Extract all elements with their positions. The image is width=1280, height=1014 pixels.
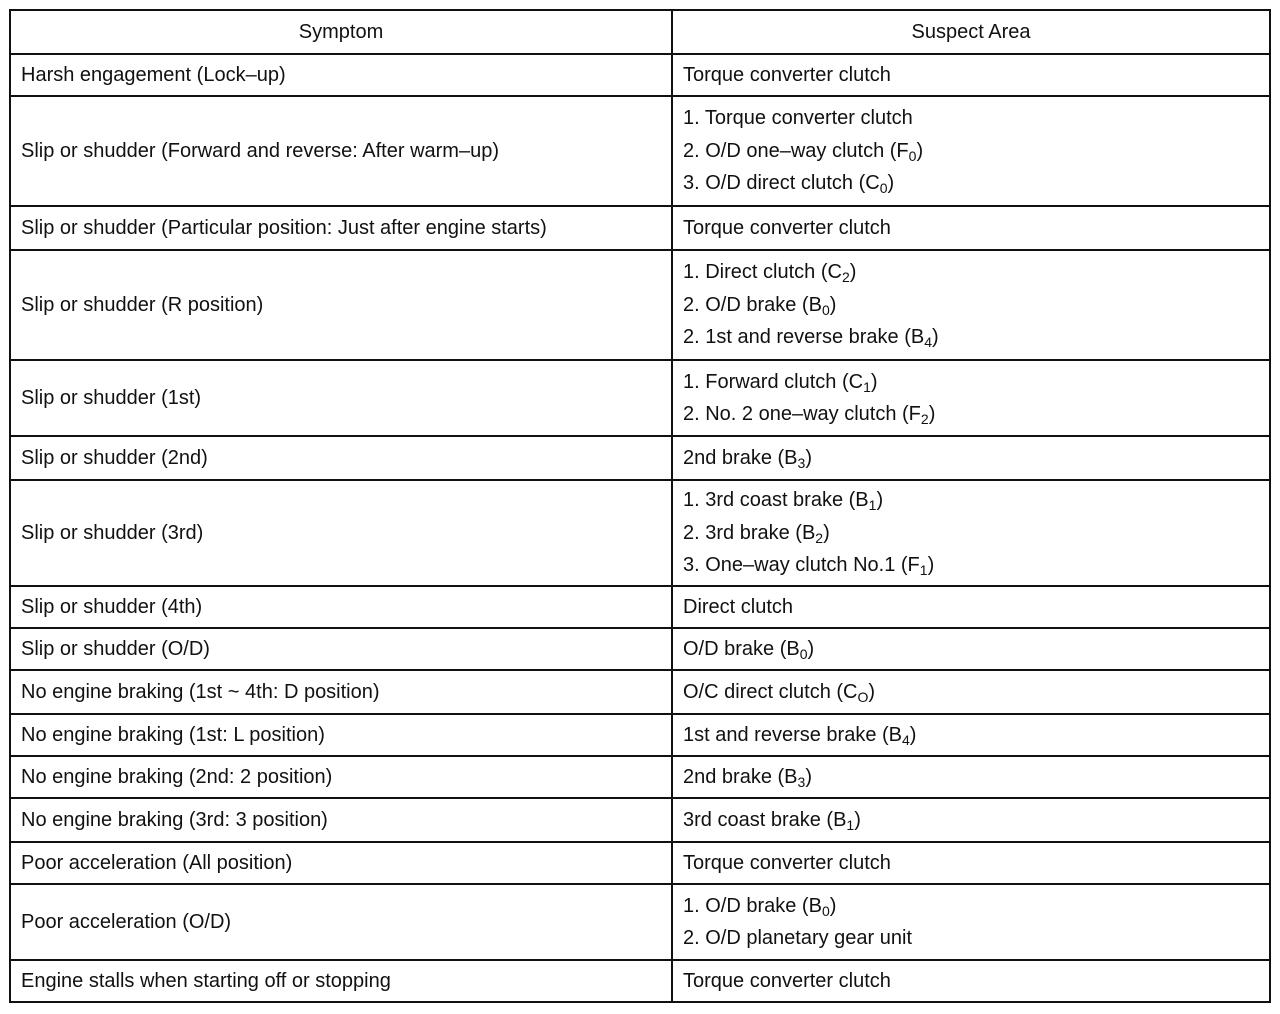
suspect-area-line bbox=[683, 549, 1259, 582]
symptom-cell: Slip or shudder (R position) bbox=[10, 250, 672, 360]
suspect-area-line bbox=[683, 761, 1259, 794]
component-subscript: 0 bbox=[821, 902, 830, 919]
component-subscript: 4 bbox=[902, 731, 910, 748]
component-subscript: 1 bbox=[919, 562, 928, 579]
symptom-cell: No engine braking (1st ~ 4th: D position) bbox=[10, 670, 672, 714]
table-row bbox=[10, 756, 1270, 798]
component-subscript: 1 bbox=[863, 378, 871, 395]
suspect-area-cell bbox=[672, 250, 1270, 360]
table-row bbox=[10, 884, 1270, 960]
component-subscript: 0 bbox=[821, 301, 830, 318]
symptom-cell: Poor acceleration (O/D) bbox=[10, 884, 672, 960]
suspect-area-line bbox=[683, 922, 1259, 955]
table-row bbox=[10, 436, 1270, 480]
suspect-area-line bbox=[683, 633, 1259, 666]
suspect-area-text: Torque converter clutch bbox=[683, 851, 891, 874]
symptom-cell: No engine braking (3rd: 3 position) bbox=[10, 798, 672, 842]
symptom-column-header: Symptom bbox=[10, 10, 672, 54]
closing-paren: ) bbox=[823, 521, 830, 544]
suspect-area-column-header: Suspect Area bbox=[672, 10, 1270, 54]
component-subscript: 3 bbox=[797, 454, 806, 471]
suspect-area-text: Direct clutch bbox=[683, 595, 794, 618]
component-subscript: 2 bbox=[841, 269, 850, 286]
table-row bbox=[10, 798, 1270, 842]
suspect-area-line bbox=[683, 102, 1259, 135]
symptom-cell: Slip or shudder (O/D) bbox=[10, 628, 672, 670]
suspect-area-cell bbox=[672, 206, 1270, 250]
component-subscript: 0 bbox=[799, 645, 808, 662]
closing-paren: ) bbox=[854, 808, 861, 831]
suspect-area-text: 1. Torque converter clutch bbox=[683, 107, 913, 130]
suspect-area-cell bbox=[672, 360, 1270, 436]
symptom-cell: Harsh engagement (Lock–up) bbox=[10, 54, 672, 96]
component-subscript: 0 bbox=[879, 180, 888, 197]
suspect-area-line bbox=[683, 321, 1259, 354]
suspect-area-text: 1st and reverse brake (B bbox=[683, 723, 902, 746]
suspect-area-text: 3. O/D direct clutch (C bbox=[683, 172, 880, 195]
closing-paren: ) bbox=[829, 293, 837, 316]
closing-paren: ) bbox=[927, 554, 935, 577]
component-subscript: 1 bbox=[846, 816, 855, 833]
table-row bbox=[10, 206, 1270, 250]
closing-paren: ) bbox=[868, 680, 876, 703]
suspect-area-line bbox=[683, 484, 1259, 517]
suspect-area-cell bbox=[672, 756, 1270, 798]
closing-paren: ) bbox=[805, 446, 812, 469]
suspect-area-cell bbox=[672, 54, 1270, 96]
suspect-area-text: 3. One–way clutch No.1 (F bbox=[683, 554, 920, 577]
suspect-area-text: 2. O/D planetary gear unit bbox=[683, 927, 913, 949]
component-subscript: O bbox=[857, 688, 869, 705]
table-row bbox=[10, 360, 1270, 436]
suspect-area-line bbox=[683, 890, 1259, 923]
component-subscript: 1 bbox=[868, 497, 877, 514]
suspect-area-text: Torque converter clutch bbox=[683, 216, 891, 239]
table-row bbox=[10, 250, 1270, 360]
suspect-area-line bbox=[683, 965, 1259, 998]
closing-paren: ) bbox=[916, 139, 924, 162]
suspect-area-line bbox=[683, 442, 1259, 475]
suspect-area-text: 1. O/D brake (B bbox=[683, 894, 822, 917]
table-row bbox=[10, 714, 1270, 756]
suspect-area-cell bbox=[672, 884, 1270, 960]
suspect-area-cell bbox=[672, 480, 1270, 586]
suspect-area-line bbox=[683, 167, 1259, 200]
suspect-area-text: 1. 3rd coast brake (B bbox=[683, 489, 869, 512]
suspect-area-text: 2nd brake (B bbox=[683, 446, 798, 469]
suspect-area-line bbox=[683, 135, 1259, 168]
table-row bbox=[10, 54, 1270, 96]
closing-paren: ) bbox=[928, 403, 936, 425]
suspect-area-text: 1. Direct clutch (C bbox=[683, 261, 842, 284]
symptom-cell: Slip or shudder (3rd) bbox=[10, 480, 672, 586]
suspect-area-line bbox=[683, 59, 1259, 92]
suspect-area-text: 2. O/D one–way clutch (F bbox=[683, 139, 909, 162]
suspect-area-cell bbox=[672, 714, 1270, 756]
table-header-row bbox=[10, 10, 1270, 54]
suspect-area-line bbox=[683, 256, 1259, 289]
suspect-area-cell bbox=[672, 670, 1270, 714]
symptom-cell: Slip or shudder (4th) bbox=[10, 586, 672, 628]
symptom-cell: No engine braking (1st: L position) bbox=[10, 714, 672, 756]
closing-paren: ) bbox=[849, 261, 857, 284]
suspect-area-text: 3rd coast brake (B bbox=[683, 808, 847, 831]
suspect-area-line bbox=[683, 804, 1259, 837]
troubleshooting-table-container bbox=[9, 9, 1269, 1003]
suspect-area-cell bbox=[672, 586, 1270, 628]
suspect-area-line bbox=[683, 676, 1259, 709]
troubleshooting-table bbox=[9, 9, 1271, 1003]
component-subscript: 0 bbox=[908, 147, 917, 164]
closing-paren: ) bbox=[932, 326, 939, 349]
closing-paren: ) bbox=[807, 637, 815, 660]
component-subscript: 4 bbox=[924, 334, 933, 351]
suspect-area-line bbox=[683, 289, 1259, 322]
symptom-cell: Slip or shudder (Forward and reverse: After warm–up) bbox=[10, 96, 672, 206]
suspect-area-line bbox=[683, 212, 1259, 245]
suspect-area-text: O/C direct clutch (C bbox=[683, 680, 858, 703]
closing-paren: ) bbox=[876, 489, 884, 512]
table-row bbox=[10, 586, 1270, 628]
suspect-area-text: 2nd brake (B bbox=[683, 765, 798, 788]
table-row bbox=[10, 960, 1270, 1002]
table-body bbox=[10, 54, 1270, 1002]
table-row bbox=[10, 842, 1270, 884]
suspect-area-text: Torque converter clutch bbox=[683, 63, 891, 86]
closing-paren: ) bbox=[829, 894, 837, 917]
suspect-area-cell bbox=[672, 798, 1270, 842]
table-row bbox=[10, 628, 1270, 670]
suspect-area-cell bbox=[672, 842, 1270, 884]
closing-paren: ) bbox=[805, 765, 812, 788]
closing-paren: ) bbox=[909, 723, 917, 746]
suspect-area-line bbox=[683, 398, 1259, 431]
component-subscript: 2 bbox=[920, 411, 929, 427]
closing-paren: ) bbox=[887, 172, 895, 195]
component-subscript: 3 bbox=[797, 773, 806, 790]
suspect-area-text: 2. 1st and reverse brake (B bbox=[683, 326, 925, 349]
suspect-area-cell bbox=[672, 96, 1270, 206]
table-row bbox=[10, 670, 1270, 714]
suspect-area-line bbox=[683, 847, 1259, 880]
suspect-area-line bbox=[683, 517, 1259, 550]
suspect-area-cell bbox=[672, 960, 1270, 1002]
suspect-area-cell bbox=[672, 628, 1270, 670]
suspect-area-text: O/D brake (B bbox=[683, 637, 800, 660]
symptom-cell: Slip or shudder (2nd) bbox=[10, 436, 672, 480]
closing-paren: ) bbox=[870, 370, 878, 393]
suspect-area-line bbox=[683, 719, 1259, 752]
symptom-cell: Engine stalls when starting off or stopping bbox=[10, 960, 672, 1002]
suspect-area-text: 1. Forward clutch (C bbox=[683, 370, 864, 393]
suspect-area-line bbox=[683, 366, 1259, 399]
table-row bbox=[10, 96, 1270, 206]
component-subscript: 2 bbox=[815, 529, 824, 546]
table-row bbox=[10, 480, 1270, 586]
suspect-area-line bbox=[683, 591, 1259, 624]
suspect-area-cell bbox=[672, 436, 1270, 480]
suspect-area-text: 2. O/D brake (B bbox=[683, 293, 822, 316]
suspect-area-text: 2. No. 2 one–way clutch (F bbox=[683, 403, 921, 425]
symptom-cell: Slip or shudder (1st) bbox=[10, 360, 672, 436]
symptom-cell: Poor acceleration (All position) bbox=[10, 842, 672, 884]
symptom-cell: Slip or shudder (Particular position: Just after engine starts) bbox=[10, 206, 672, 250]
symptom-cell: No engine braking (2nd: 2 position) bbox=[10, 756, 672, 798]
suspect-area-text: Torque converter clutch bbox=[683, 969, 891, 992]
suspect-area-text: 2. 3rd brake (B bbox=[683, 521, 816, 544]
